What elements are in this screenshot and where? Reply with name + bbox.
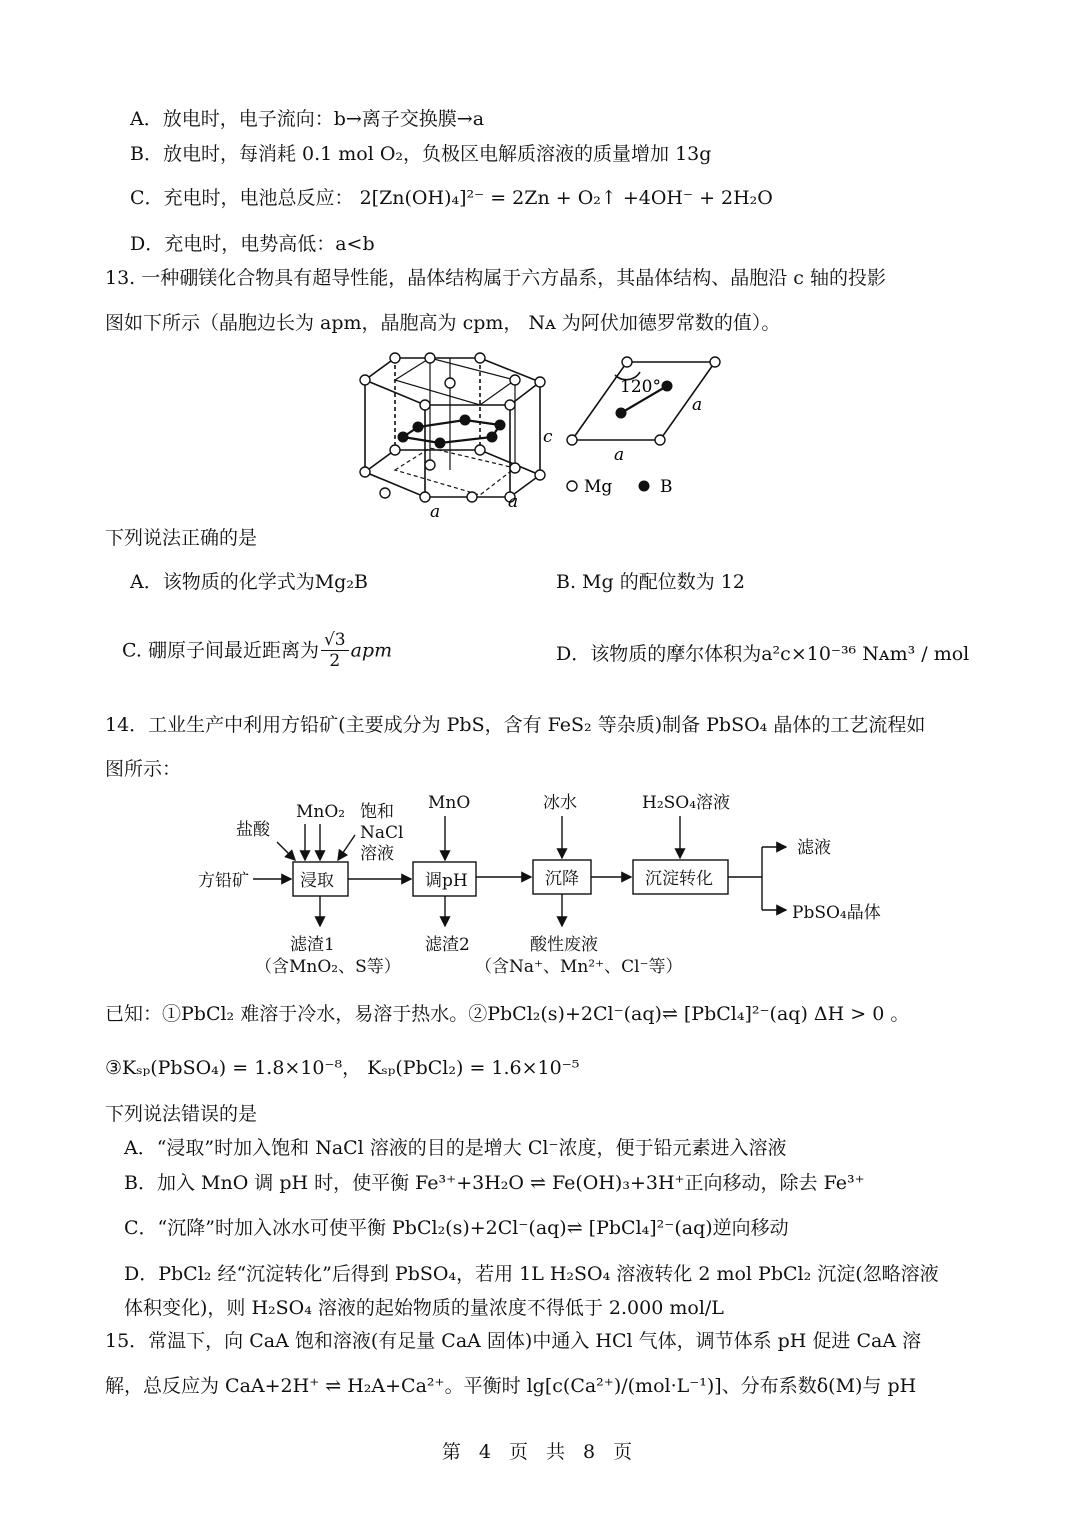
q12-option-b: B．放电时，每消耗 0.1 mol O₂，负极区电解质溶液的质量增加 13g: [130, 143, 712, 165]
q14-known-2: ③Kₛₚ(PbSO₄) = 1.8×10⁻⁸， Kₛₚ(PbCl₂) = 1.6×10⁻⁵: [105, 1057, 580, 1079]
label-a-side: a: [508, 492, 519, 512]
q13-option-a: A．该物质的化学式为Mg₂B: [130, 571, 368, 593]
page-footer: 第 4 页 共 8 页: [441, 1441, 639, 1463]
reagent-nacl-3: 溶液: [360, 844, 394, 864]
box-settle-label: 沉降: [545, 869, 579, 889]
q14-stem-line1: 14．工业生产中利用方铅矿(主要成分为 PbS，含有 FeS₂ 等杂质)制备 PbSO₄ 晶体的工艺流程如: [105, 714, 926, 736]
q15-stem-line2: 解，总反应为 CaA+2H⁺ ⇌ H₂A+Ca²⁺。平衡时 lg[c(Ca²⁺)/(mol·L⁻¹)]、分布系数δ(M)与 pH: [105, 1375, 917, 1397]
q12-option-a: A．放电时，电子流向：b→离子交换膜→a: [130, 108, 485, 130]
q14-stem-line2: 图所示：: [105, 758, 182, 780]
waste-line1: 酸性废液: [530, 935, 598, 955]
fraction-numerator: √3: [321, 630, 349, 651]
label-a-proj-bottom: a: [614, 445, 625, 465]
q14-option-b: B．加入 MnO 调 pH 时，使平衡 Fe³⁺+3H₂O ⇌ Fe(OH)₃+3H⁺正向移动，除去 Fe³⁺: [124, 1172, 865, 1194]
out-filtrate: 滤液: [797, 838, 831, 858]
process-flow-diagram: [0, 780, 1080, 980]
q13-option-c: [122, 630, 392, 672]
input-ore: 方铅矿: [198, 871, 249, 891]
residue1-line1: 滤渣1: [290, 935, 335, 955]
reagent-h2so4: H₂SO₄溶液: [642, 793, 731, 813]
q13-option-b: B. Mg 的配位数为 12: [556, 571, 745, 593]
q13-prompt: 下列说法正确的是: [105, 527, 258, 549]
reagent-mno: MnO: [428, 793, 471, 813]
label-a-bottom: a: [430, 502, 441, 522]
box-convert-label: 沉淀转化: [645, 869, 713, 889]
q14-option-d-line1: D．PbCl₂ 经“沉淀转化”后得到 PbSO₄，若用 1L H₂SO₄ 溶液转化 2 mol PbCl₂ 沉淀(忽略溶液: [124, 1263, 939, 1285]
q12-option-d: D．充电时，电势高低：a<b: [130, 233, 375, 255]
reagent-nacl-1: 饱和: [360, 802, 394, 822]
fraction-denominator: 2: [329, 651, 341, 672]
q13-stem-line2: 图如下所示（晶胞边长为 apm，晶胞高为 cpm， Nᴀ 为阿伏加德罗常数的值）。: [105, 312, 781, 334]
q14-option-c: C．“沉降”时加入冰水可使平衡 PbCl₂(s)+2Cl⁻(aq)⇌ [PbCl₄]²⁻(aq)逆向移动: [124, 1217, 789, 1239]
fraction: [321, 630, 349, 672]
q14-option-d-line2: 体积变化)，则 H₂SO₄ 溶液的起始物质的量浓度不得低于 2.000 mol/L: [124, 1297, 724, 1319]
reagent-nacl-2: NaCl: [360, 823, 404, 843]
label-a-proj-side: a: [692, 395, 703, 415]
box-ph-label: 调pH: [425, 871, 468, 891]
legend-b: B: [660, 477, 673, 497]
reagent-mno2: MnO₂: [296, 802, 346, 822]
box-leach-label: 浸取: [300, 871, 334, 891]
q15-stem-line1: 15．常温下，向 CaA 饱和溶液(有足量 CaA 固体)中通入 HCl 气体，调节体系 pH 促进 CaA 溶: [105, 1330, 922, 1352]
legend-mg-icon: [567, 481, 577, 491]
reagent-hcl: 盐酸: [236, 820, 270, 840]
q14-known-1: 已知：①PbCl₂ 难溶于冷水，易溶于热水。②PbCl₂(s)+2Cl⁻(aq)⇌ [PbCl₄]²⁻(aq) ΔH > 0 。: [105, 1003, 910, 1025]
residue2: 滤渣2: [425, 935, 470, 955]
crystal-structure-figure: [0, 0, 1080, 540]
label-c: c: [543, 427, 553, 447]
reagent-ice: 冰水: [543, 793, 577, 813]
out-crystal: PbSO₄晶体: [792, 903, 881, 923]
legend-b-icon: [639, 481, 650, 492]
q12-option-c: C．充电时，电池总反应： 2[Zn(OH)₄]²⁻ = 2Zn + O₂↑ +4OH⁻ + 2H₂O: [130, 187, 773, 209]
q13-stem-line1: 13. 一种硼镁化合物具有超导性能，晶体结构属于六方晶系，其晶体结构、晶胞沿 c 轴的投影: [105, 267, 886, 289]
q13-option-c-post: apm: [350, 639, 393, 662]
residue1-line2: （含MnO₂、S等）: [255, 957, 401, 977]
waste-line2: （含Na⁺、Mn²⁺、Cl⁻等）: [475, 957, 683, 977]
label-angle: 120°: [620, 377, 661, 397]
q14-prompt: 下列说法错误的是: [105, 1103, 258, 1125]
q13-option-d: D．该物质的摩尔体积为a²c×10⁻³⁶ Nᴀm³ / mol: [556, 643, 970, 665]
q13-option-c-pre: C. 硼原子间最近距离为: [122, 639, 319, 662]
q14-option-a: A．“浸取”时加入饱和 NaCl 溶液的目的是增大 Cl⁻浓度，便于铅元素进入溶液: [124, 1137, 787, 1159]
legend-mg: Mg: [584, 477, 613, 497]
